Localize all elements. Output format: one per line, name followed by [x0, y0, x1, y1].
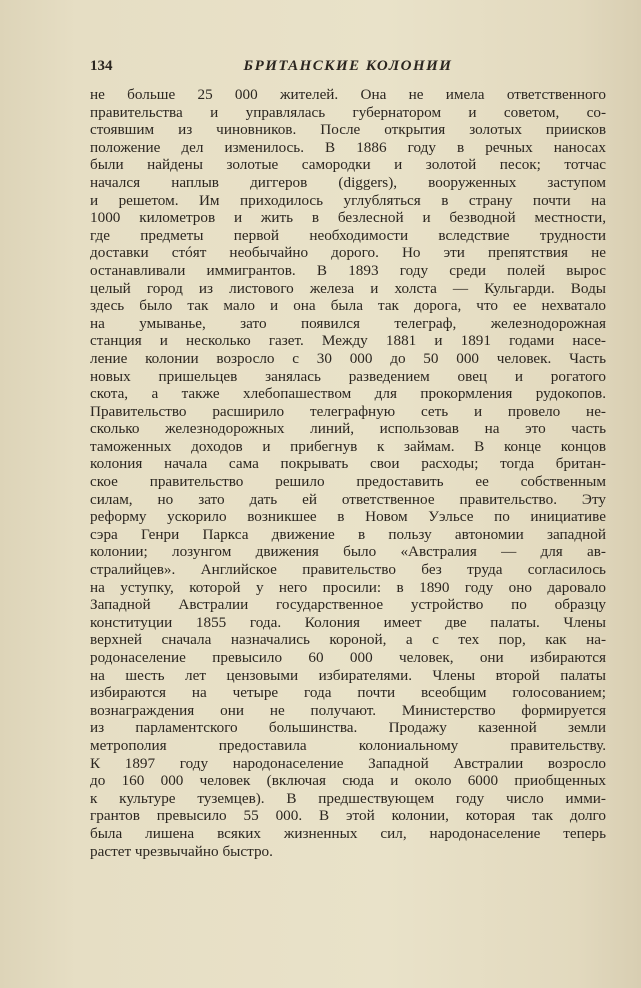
text-line: силам, но зато дать ей ответственное правительство. Эту	[90, 490, 606, 508]
text-line: стралийцев». Английское правительство без труда согласилось	[90, 561, 606, 579]
text-line: станция и несколько газет. Между 1881 и 1891 годами насе-	[90, 332, 606, 350]
text-line: и решетом. Им приходилось углубляться в страну почти на	[90, 191, 606, 209]
page-header	[90, 58, 606, 78]
text-line: колония начала сама покрывать свои расходы; тогда британ-	[90, 455, 606, 473]
text-line: ление колонии возросло с 30 000 до 50 000 человек. Часть	[90, 349, 606, 367]
text-line: конституции 1855 года. Колония имеет две палаты. Члены	[90, 613, 606, 631]
text-line: метрополия предоставила колониальному правительству.	[90, 736, 606, 754]
text-line: реформу ускорило возникшее в Новом Уэльсе по инициативе	[90, 508, 606, 526]
text-line: где предметы первой необходимости вследствие трудности	[90, 226, 606, 244]
text-line: растет чрезвычайно быстро.	[90, 842, 273, 860]
text-line: верхней сначала назначались короной, а с тех пор, как на-	[90, 631, 606, 649]
text-line: избираются на четыре года почти всеобщим голосованием;	[90, 684, 606, 702]
text-line: сэра Генри Паркса движение в пользу автономии западной	[90, 525, 606, 543]
text-line: новых пришельцев занялась разведением овец и рогатого	[90, 367, 606, 385]
text-line: грантов превысило 55 000. В этой колонии, которая так долго	[90, 807, 606, 825]
text-line: до 160 000 человек (включая сюда и около 6000 приобщенных	[90, 772, 606, 790]
text-line: на уступку, которой у него просили: в 1890 году оно даровало	[90, 578, 606, 596]
text-line: на умыванье, зато появился телеграф, железнодорожная	[90, 314, 606, 332]
text-line: доставки стóят необычайно дорого. Но эти препятствия не	[90, 244, 606, 262]
text-line: правительства и управлялась губернатором и советом, со-	[90, 103, 606, 121]
text-line: колонии; лозунгом движения было «Австралия — для ав-	[90, 543, 606, 561]
text-line: положение дел изменилось. В 1886 году в речных наносах	[90, 138, 606, 156]
text-line: вознаграждения они не получают. Министерство формируется	[90, 701, 606, 719]
text-line: здесь было так мало и она была так дорога, что ее нехватало	[90, 297, 606, 315]
text-line: начался наплыв диггеров (diggers), вооруженных заступом	[90, 173, 606, 191]
text-line: таможенных доходов и прибегнув к займам. В конце концов	[90, 437, 606, 455]
page-number: 134	[90, 58, 113, 74]
text-line: 1000 километров и жить в безлесной и безводной местности,	[90, 209, 606, 227]
text-line: были найдены золотые самородки и золотой песок; тотчас	[90, 156, 606, 174]
text-line: Правительство расширило телеграфную сеть и провело не-	[90, 402, 606, 420]
text-line: родонаселение превысило 60 000 человек, они избираются	[90, 649, 606, 666]
body-text	[90, 86, 606, 860]
text-line: на шесть лет цензовыми избирателями. Члены второй палаты	[90, 666, 606, 684]
text-line: скота, а также хлебопашеством для прокормления рудокопов.	[90, 385, 606, 403]
text-line: была лишена всяких жизненных сил, народонаселение теперь	[90, 824, 606, 842]
text-line: к культуре туземцев). В предшествующем году число имми-	[90, 789, 606, 807]
text-line: целый город из листового железа и холста — Кульгарди. Воды	[90, 279, 606, 297]
text-line: сколько железнодорожных линий, использовав на это часть	[90, 420, 606, 438]
running-title: БРИТАНСКИЕ КОЛОНИИ	[243, 58, 453, 74]
text-line: из парламентского большинства. Продажу казенной земли	[90, 719, 606, 737]
text-line: ское правительство решило предоставить ее собственным	[90, 473, 606, 491]
text-line: К 1897 году народонаселение Западной Австралии возросло	[90, 754, 606, 772]
text-line: останавливали иммигрантов. В 1893 году среди полей вырос	[90, 261, 606, 279]
text-line: не больше 25 000 жителей. Она не имела ответственного	[90, 86, 606, 103]
text-line: стоявшим из чиновников. После открытия золотых приисков	[90, 121, 606, 139]
text-line: Западной Австралии государственное устройство по образцу	[90, 596, 606, 614]
